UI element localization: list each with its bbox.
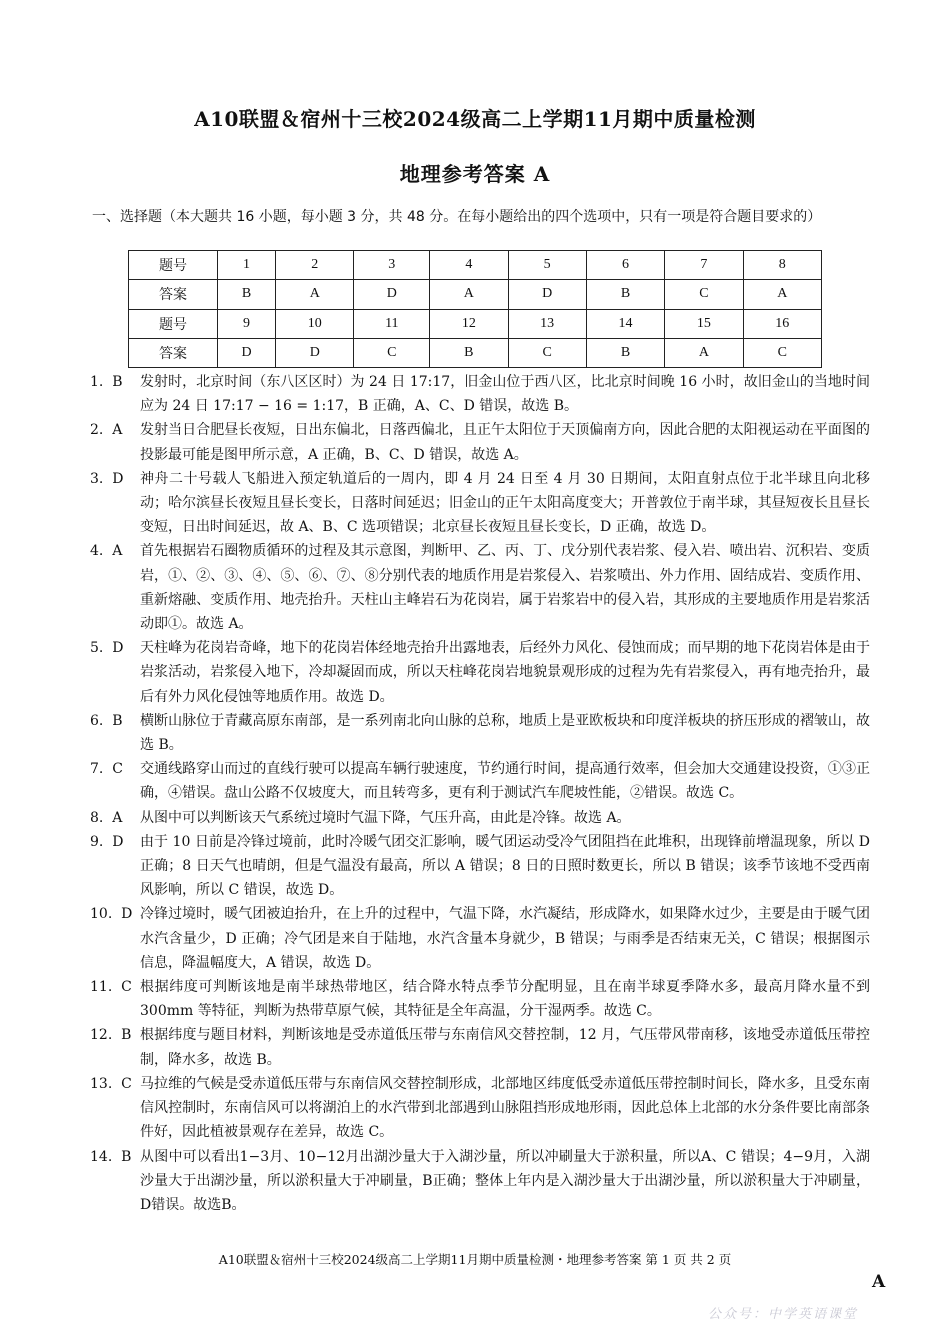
answer-explanation: 神舟二十号载人飞船进入预定轨道后的一周内，即 4 月 24 日至 4 月 30 日期间，太阳直射点位于北半球且向北移动；哈尔滨昼长夜短且昼长变长，日落时间延迟；旧金山的正午太阳高度变大；开普敦位于南半球，其昼短夜长且昼长变短，日出时间延迟，故 A、B、C 选项错误；北京昼长夜短且昼长变长，D 正确，故选 D。 bbox=[140, 470, 870, 536]
list-item bbox=[90, 757, 870, 805]
answer-explanation: 从图中可以判断该天气系统过境时气温下降，气压升高，由此是冷锋。故选 A。 bbox=[140, 809, 631, 826]
question-number-cell: 9 bbox=[218, 309, 276, 338]
explanation-list bbox=[90, 370, 870, 1217]
question-number-cell: 13 bbox=[508, 309, 586, 338]
question-number-cell: 3 bbox=[354, 251, 430, 280]
list-item bbox=[90, 806, 870, 830]
list-item bbox=[90, 1023, 870, 1071]
question-number-cell: 14 bbox=[586, 309, 664, 338]
answer-cell: A bbox=[743, 280, 821, 309]
table-row-numbers bbox=[129, 251, 822, 280]
answer-table bbox=[128, 250, 822, 368]
answer-explanation: 根据纬度与题目材料，判断该地是受赤道低压带与东南信风交替控制，12 月，气压带风带南移，该地受赤道低压带控制，降水多，故选 B。 bbox=[140, 1027, 870, 1068]
answer-cell: B bbox=[218, 280, 276, 309]
answer-cell: D bbox=[508, 280, 586, 309]
list-item bbox=[90, 902, 870, 975]
answer-cell: A bbox=[665, 338, 743, 367]
question-number-cell: 7 bbox=[665, 251, 743, 280]
row-label: 题号 bbox=[129, 309, 218, 338]
answer-explanation: 横断山脉位于青藏高原东南部，是一系列南北向山脉的总称，地质上是亚欧板块和印度洋板块的挤压形成的褶皱山，故选 B。 bbox=[140, 712, 870, 754]
answer-explanation: 从图中可以看出1−3月、10−12月出湖沙量大于入湖沙量，所以冲刷量大于淤积量，所以A、C 错误；4−9月，入湖沙量大于出湖沙量，所以淤积量大于冲刷量，B正确；整体上年内是入湖沙量大于出湖沙量，所以淤积量大于冲刷量，D错误。故选B。 bbox=[140, 1148, 870, 1213]
answer-explanation: 由于 10 日前是冷锋过境前，此时冷暖气团交汇影响，暖气团运动受冷气团阻挡在此堆积，出现锋前增温现象，所以 D 正确；8 日天气也晴朗，但是气温没有最高，所以 A 错误；8 日的日照时数更长，所以 B 错误；该季节该地不受西南风影响，所以 C 错误，故选 D。 bbox=[140, 833, 870, 899]
answer-label: 11. C bbox=[90, 979, 132, 996]
list-item bbox=[90, 1072, 870, 1145]
answer-label: 6. B bbox=[90, 712, 123, 729]
answer-cell: D bbox=[218, 338, 276, 367]
answer-label: 10. D bbox=[90, 906, 133, 923]
question-number-cell: 8 bbox=[743, 251, 821, 280]
list-item bbox=[90, 709, 870, 757]
list-item bbox=[90, 370, 870, 418]
answer-explanation: 首先根据岩石圈物质循环的过程及其示意图，判断甲、乙、丙、丁、戊分别代表岩浆、侵入岩、喷出岩、沉积岩、变质岩，①、②、③、④、⑤、⑥、⑦、⑧分别代表的地质作用是岩浆侵入、岩浆喷出、外力作用、固结成岩、变质作用、重新熔融、变质作用、地壳抬升。天柱山主峰岩石为花岗岩，属于岩浆岩中的侵入岩，其形成的主要地质作用是岩浆活动即①。故选 A。 bbox=[140, 543, 870, 633]
answer-cell: A bbox=[276, 280, 354, 309]
answer-explanation: 天柱峰为花岗岩奇峰，地下的花岗岩体经地壳抬升出露地表，后经外力风化、侵蚀而成；而早期的地下花岗岩体是由于岩浆活动，岩浆侵入地下，冷却凝固而成，所以天柱峰花岗岩地貌景观形成的过程为先有岩浆侵入，再有地壳抬升，最后有外力风化侵蚀等地质作用。故选 D。 bbox=[140, 640, 870, 705]
table-row-answers bbox=[129, 280, 822, 309]
answer-label: 2. A bbox=[90, 422, 123, 439]
answer-explanation: 冷锋过境时，暖气团被迫抬升，在上升的过程中，气温下降，水汽凝结，形成降水，如果降水过少，主要是由于暖气团水汽含量少，D 正确；冷气团是来自于陆地，水汽含量本身就少，B 错误；与雨季是否结束无关，C 错误；根据图示信息，降温幅度大，A 错误，故选 D。 bbox=[140, 906, 870, 971]
list-item bbox=[90, 1145, 870, 1218]
document-title: A10联盟＆宿州十三校2024级高二上学期11月期中质量检测 bbox=[194, 107, 756, 131]
question-number-cell: 15 bbox=[665, 309, 743, 338]
answer-label: 12. B bbox=[90, 1027, 132, 1044]
answer-cell: C bbox=[665, 280, 743, 309]
answer-cell: C bbox=[743, 338, 821, 367]
row-label: 答案 bbox=[129, 338, 218, 367]
row-label: 答案 bbox=[129, 280, 218, 309]
list-item bbox=[90, 467, 870, 540]
answer-label: 5. D bbox=[90, 640, 124, 657]
answer-explanation: 根据纬度可判断该地是南半球热带地区，结合降水特点季节分配明显，且在南半球夏季降水多，最高月降水量不到 300mm 等特征，判断为热带草原气候，其特征是全年高温，分干湿两季。故选 C。 bbox=[140, 979, 870, 1020]
answer-cell: C bbox=[354, 338, 430, 367]
answer-label: 7. C bbox=[90, 761, 123, 778]
version-mark: A bbox=[872, 1272, 886, 1292]
question-number-cell: 10 bbox=[276, 309, 354, 338]
watermark: 公众号：中学英语课堂 bbox=[708, 1307, 859, 1322]
answer-label: 9. D bbox=[90, 833, 124, 850]
question-number-cell: 12 bbox=[430, 309, 508, 338]
answer-label: 14. B bbox=[90, 1148, 132, 1165]
list-item bbox=[90, 539, 870, 636]
question-number-cell: 6 bbox=[586, 251, 664, 280]
question-number-cell: 16 bbox=[743, 309, 821, 338]
answer-explanation: 马拉维的气候是受赤道低压带与东南信风交替控制形成，北部地区纬度低受赤道低压带控制时间长，降水多，且受东南信风控制时，东南信风可以将湖泊上的水汽带到北部遇到山脉阻挡形成地形雨，因此总体上北部的水分条件要比南部条件好，因此植被景观存在差异，故选 C。 bbox=[140, 1075, 870, 1141]
answer-cell: B bbox=[586, 338, 664, 367]
page-footer: A10联盟＆宿州十三校2024级高二上学期11月期中质量检测・地理参考答案 第 1 页 共 2 页 bbox=[218, 1252, 732, 1267]
question-number-cell: 5 bbox=[508, 251, 586, 280]
section-heading: 一、选择题（本大题共 16 小题，每小题 3 分，共 48 分。在每小题给出的四个选项中，只有一项是符合题目要求的） bbox=[92, 209, 822, 225]
answer-cell: B bbox=[430, 338, 508, 367]
answer-label: 3. D bbox=[90, 470, 124, 487]
answer-label: 13. C bbox=[90, 1075, 132, 1092]
list-item bbox=[90, 975, 870, 1023]
answer-cell: D bbox=[354, 280, 430, 309]
answer-cell: D bbox=[276, 338, 354, 367]
list-item bbox=[90, 830, 870, 903]
answer-explanation: 交通线路穿山而过的直线行驶可以提高车辆行驶速度，节约通行时间，提高通行效率，但会加大交通建设投资，①③正确，④错误。盘山公路不仅坡度大，而且转弯多，更有利于测试汽车爬坡性能，②错误。故选 C。 bbox=[140, 761, 870, 802]
question-number-cell: 4 bbox=[430, 251, 508, 280]
answer-label: 1. B bbox=[90, 374, 123, 390]
row-label: 题号 bbox=[129, 251, 218, 280]
answer-cell: C bbox=[508, 338, 586, 367]
document-subtitle: 地理参考答案 A bbox=[399, 162, 551, 186]
list-item bbox=[90, 418, 870, 466]
table-row-numbers bbox=[129, 309, 822, 338]
question-number-cell: 11 bbox=[354, 309, 430, 338]
table-row-answers bbox=[129, 338, 822, 367]
answer-label: 8. A bbox=[90, 809, 123, 826]
answer-explanation: 发射时，北京时间（东八区区时）为 24 日 17:17，旧金山位于西八区，比北京时间晚 16 小时，故旧金山的当地时间应为 24 日 17:17 − 16 = 1:17，B 正确，A、C、D 错误，故选 B。 bbox=[140, 374, 870, 415]
question-number-cell: 1 bbox=[218, 251, 276, 280]
answer-label: 4. A bbox=[90, 543, 123, 560]
answer-cell: B bbox=[586, 280, 664, 309]
answer-cell: A bbox=[430, 280, 508, 309]
answer-explanation: 发射当日合肥昼长夜短，日出东偏北，日落西偏北，且正午太阳位于天顶偏南方向，因此合肥的太阳视运动在平面图的投影最可能是图甲所示意，A 正确，B、C、D 错误，故选 A。 bbox=[140, 422, 870, 463]
question-number-cell: 2 bbox=[276, 251, 354, 280]
list-item bbox=[90, 636, 870, 709]
